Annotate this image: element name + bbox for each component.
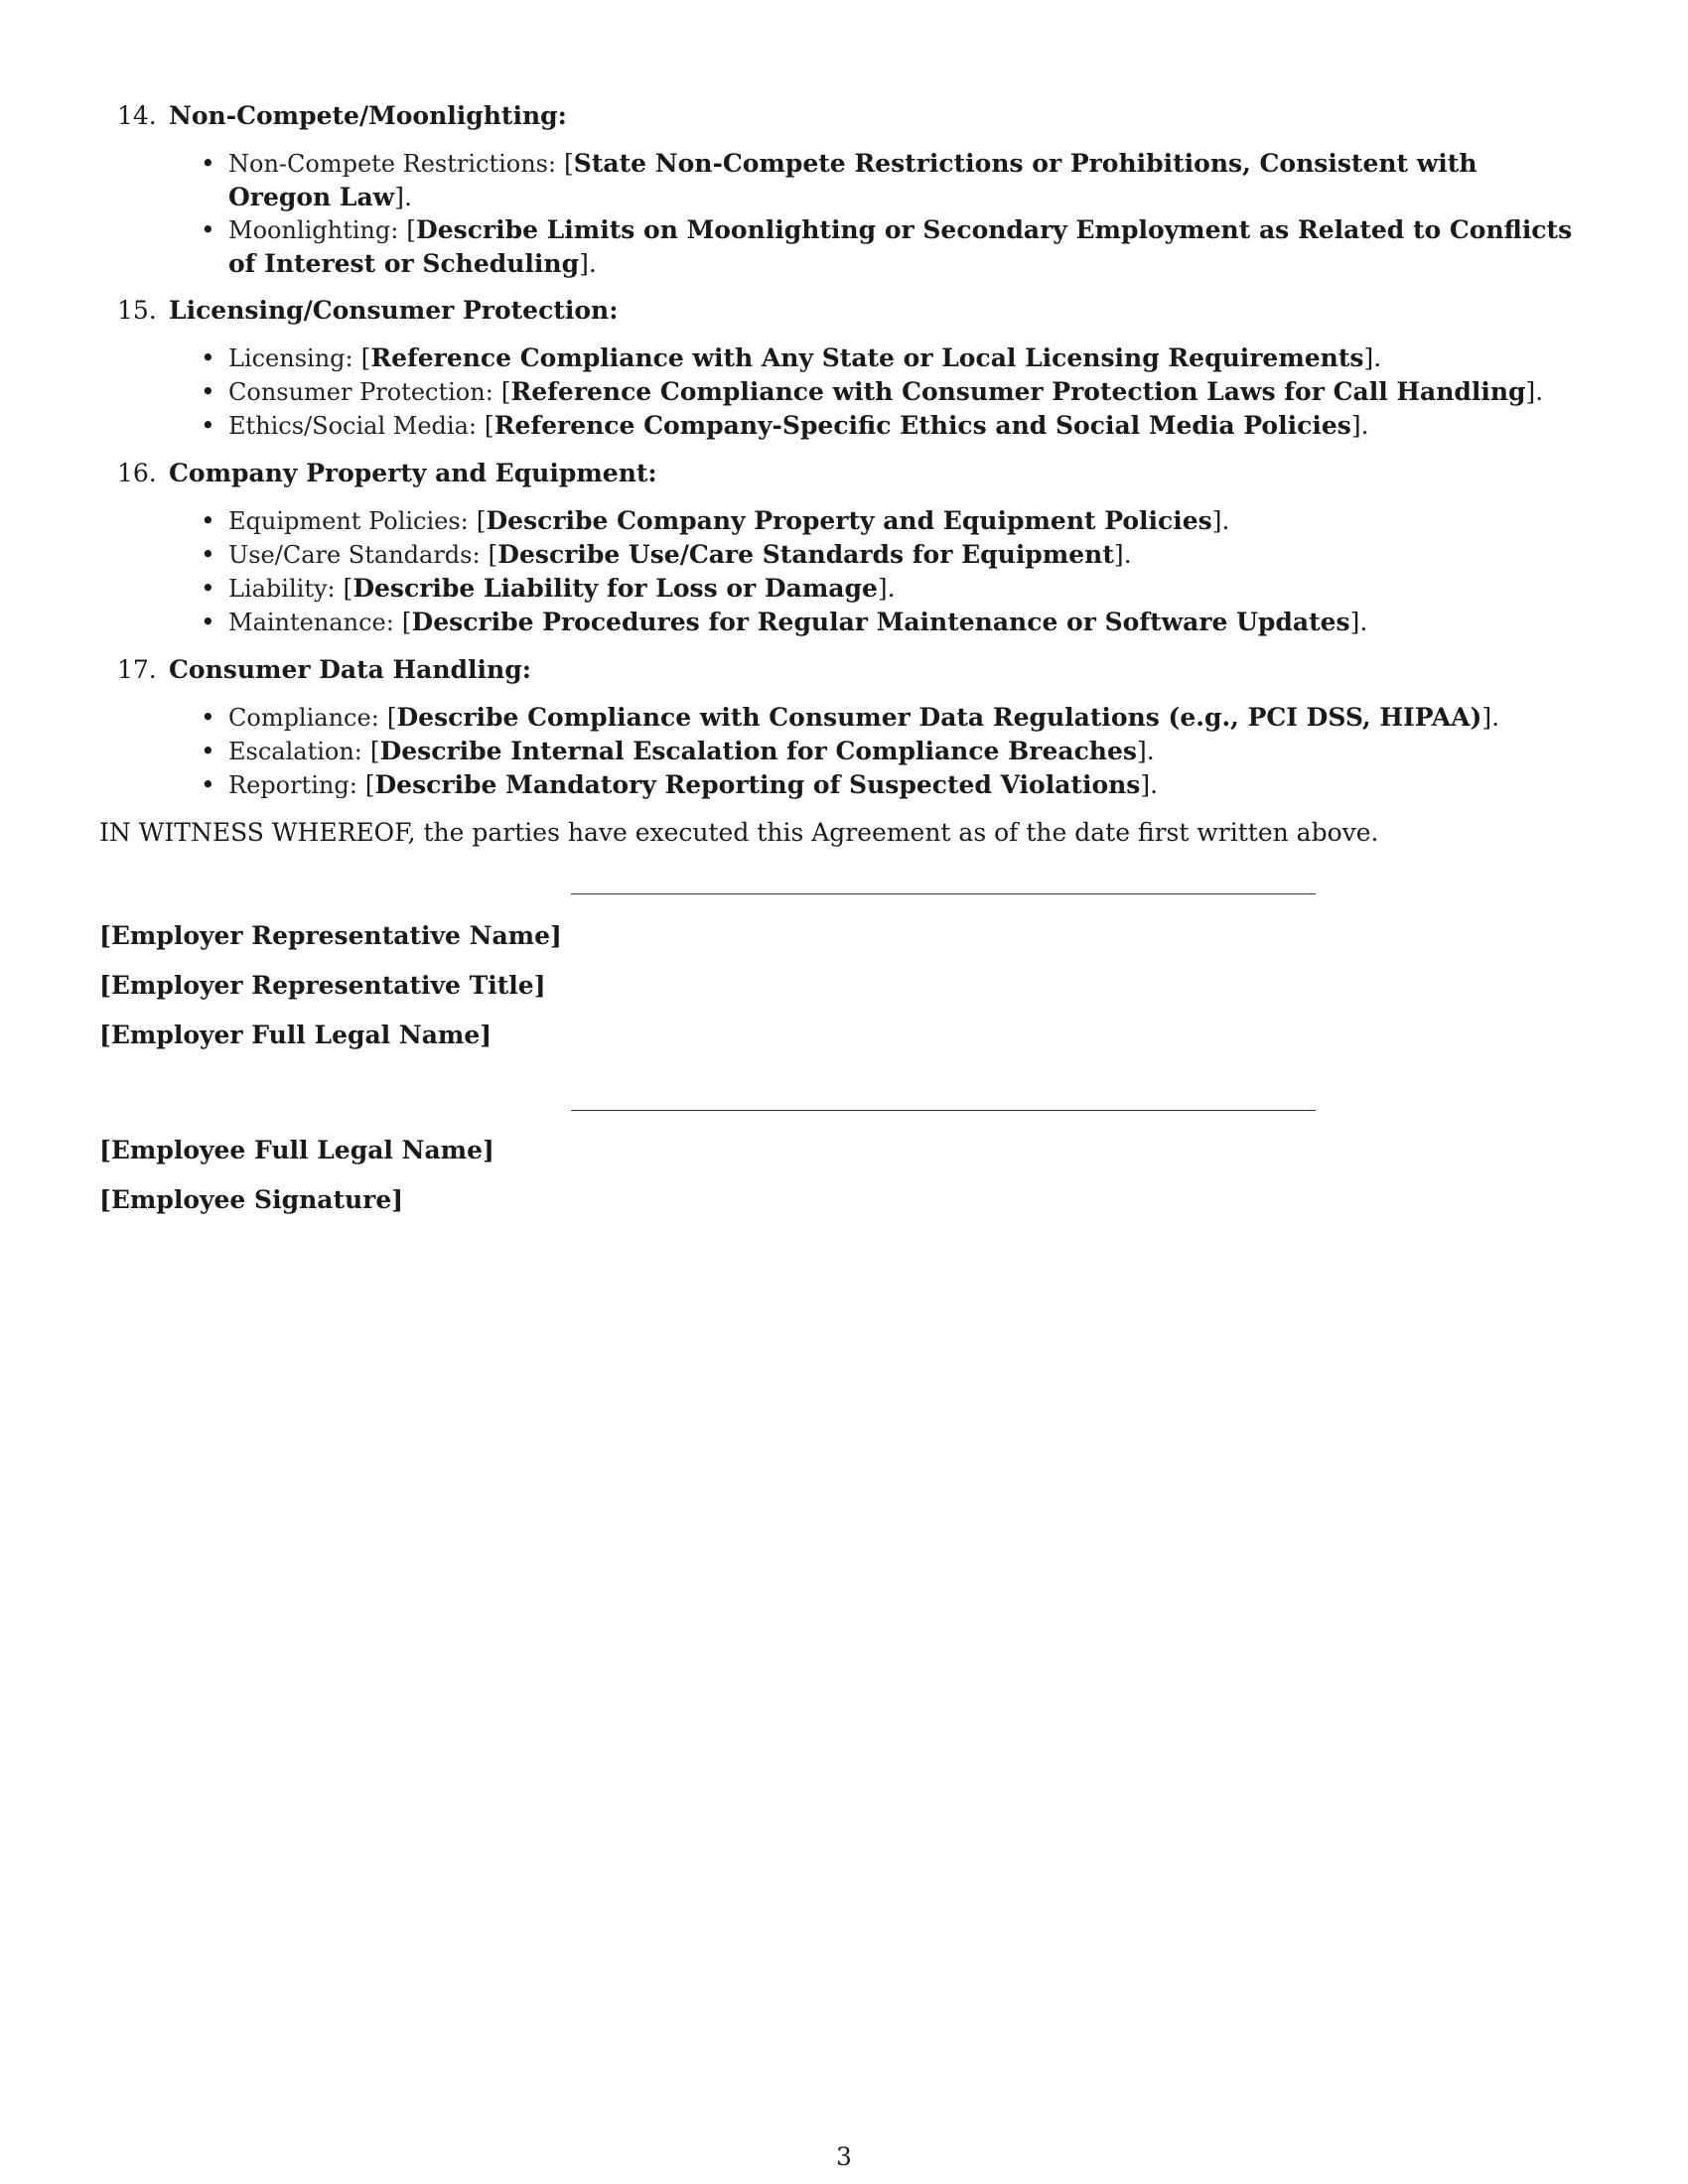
bullet-icon: • [201, 506, 215, 535]
employer-signature-field-text: Employer Representative Name [110, 921, 551, 950]
employee-signature-line [571, 1110, 1316, 1111]
employer-signature-line [571, 893, 1316, 894]
bullet-icon: • [201, 540, 215, 569]
employee-signature-field: [Employee Full Legal Name] [99, 1136, 494, 1164]
item-label: Consumer Protection: [228, 378, 493, 406]
employer-signature-field: [Employer Representative Name] [99, 921, 562, 950]
section-16 [99, 457, 1589, 639]
employer-signature-area [99, 850, 1589, 905]
section-17 [99, 653, 1589, 802]
section-heading [99, 294, 1589, 328]
item-placeholder: Describe Company Property and Equipment Policies [486, 506, 1212, 535]
employer-signature-field: [Employer Representative Title] [99, 971, 546, 1000]
employer-signature-field-text: Employer Representative Title [110, 971, 534, 1000]
employee-signature-field-text: Employee Signature [110, 1185, 392, 1214]
section-title: Company Property and Equipment: [169, 459, 657, 487]
bullet-list [99, 504, 1589, 639]
item-placeholder: Reference Company-Specific Ethics and Social Media Policies [493, 411, 1351, 440]
page-number: 3 [836, 2142, 852, 2171]
bullet-list [99, 701, 1589, 802]
list-item: • Moonlighting: [Describe Limits on Moonlighting or Secondary Employment as Related to Conflicts of Interest or Scheduling]. [201, 215, 1573, 278]
section-heading [99, 457, 1589, 490]
item-placeholder: Describe Internal Escalation for Compliance Breaches [379, 737, 1137, 765]
item-label: Moonlighting: [228, 216, 399, 244]
bullet-list [99, 147, 1589, 280]
bullet-icon: • [201, 703, 215, 732]
section-14 [99, 99, 1589, 280]
section-title: Non-Compete/Moonlighting: [169, 101, 567, 130]
list-item: • Licensing: [Reference Compliance with Any State or Local Licensing Requirements]. [201, 343, 1382, 372]
item-label: Use/Care Standards: [228, 541, 481, 569]
item-label: Escalation: [228, 738, 362, 765]
bullet-icon: • [201, 737, 215, 765]
employee-signature-field-text: Employee Full Legal Name [110, 1136, 484, 1164]
list-item: • Use/Care Standards: [Describe Use/Care Standards for Equipment]. [201, 540, 1132, 569]
item-placeholder: Describe Limits on Moonlighting or Secondary Employment as Related to Conflicts of Interest or Scheduling [228, 215, 1573, 278]
list-item: • Equipment Policies: [Describe Company Property and Equipment Policies]. [201, 506, 1230, 535]
item-placeholder: Describe Procedures for Regular Maintenance or Software Updates [411, 608, 1350, 636]
item-label: Liability: [228, 575, 336, 603]
list-item: • Maintenance: [Describe Procedures for Regular Maintenance or Software Updates]. [201, 608, 1368, 636]
item-label: Ethics/Social Media: [228, 412, 477, 440]
document-page [99, 99, 1589, 1233]
bullet-icon: • [201, 149, 215, 178]
section-number: 17. [117, 655, 157, 684]
section-heading [99, 99, 1589, 133]
employer-signature-block [99, 919, 1589, 1052]
bullet-icon: • [201, 343, 215, 372]
list-item: • Reporting: [Describe Mandatory Reporting of Suspected Violations]. [201, 770, 1159, 799]
item-placeholder: Reference Compliance with Any State or Local Licensing Requirements [370, 343, 1364, 372]
item-label: Maintenance: [228, 609, 394, 636]
list-item: • Liability: [Describe Liability for Loss or Damage]. [201, 574, 896, 603]
bullet-icon: • [201, 377, 215, 406]
bullet-list [99, 341, 1589, 443]
section-title: Consumer Data Handling: [169, 655, 531, 684]
list-item: • Non-Compete Restrictions: [State Non-Compete Restrictions or Prohibitions, Consistent with Oregon Law]. [201, 149, 1477, 211]
item-label: Compliance: [228, 704, 379, 732]
item-placeholder: Describe Liability for Loss or Damage [352, 574, 878, 603]
item-placeholder: Describe Use/Care Standards for Equipment [497, 540, 1114, 569]
bullet-icon: • [201, 770, 215, 799]
section-number: 15. [117, 296, 157, 325]
section-title: Licensing/Consumer Protection: [169, 296, 619, 325]
employee-signature-field: [Employee Signature] [99, 1185, 404, 1214]
section-heading [99, 653, 1589, 687]
item-label: Licensing: [228, 344, 353, 372]
item-placeholder: State Non-Compete Restrictions or Prohibitions, Consistent with Oregon Law [228, 149, 1477, 211]
employer-signature-field: [Employer Full Legal Name] [99, 1021, 492, 1049]
list-item: • Ethics/Social Media: [Reference Company-Specific Ethics and Social Media Policies]. [201, 411, 1369, 440]
section-number: 16. [117, 459, 157, 487]
item-label: Equipment Policies: [228, 507, 469, 535]
witness-clause: IN WITNESS WHEREOF, the parties have executed this Agreement as of the date first written above. [99, 818, 1379, 847]
item-label: Reporting: [228, 771, 357, 799]
sections-list [99, 99, 1589, 802]
item-placeholder: Describe Mandatory Reporting of Suspected Violations [374, 770, 1141, 799]
employee-signature-block [99, 1134, 1589, 1217]
section-number: 14. [117, 101, 157, 130]
bullet-icon: • [201, 215, 215, 244]
list-item: • Consumer Protection: [Reference Compliance with Consumer Protection Laws for Call Handling]. [201, 377, 1544, 406]
list-item: • Escalation: [Describe Internal Escalation for Compliance Breaches]. [201, 737, 1155, 765]
item-placeholder: Reference Compliance with Consumer Protection Laws for Call Handling [510, 377, 1526, 406]
employee-signature-area [99, 1068, 1589, 1118]
bullet-icon: • [201, 411, 215, 440]
bullet-icon: • [201, 574, 215, 603]
item-label: Non-Compete Restrictions: [228, 150, 557, 178]
employer-signature-field-text: Employer Full Legal Name [110, 1021, 481, 1049]
bullet-icon: • [201, 608, 215, 636]
section-15 [99, 294, 1589, 443]
item-placeholder: Describe Compliance with Consumer Data Regulations (e.g., PCI DSS, HIPAA) [396, 703, 1482, 732]
list-item: • Compliance: [Describe Compliance with Consumer Data Regulations (e.g., PCI DSS, HIPAA)]. [201, 703, 1500, 732]
